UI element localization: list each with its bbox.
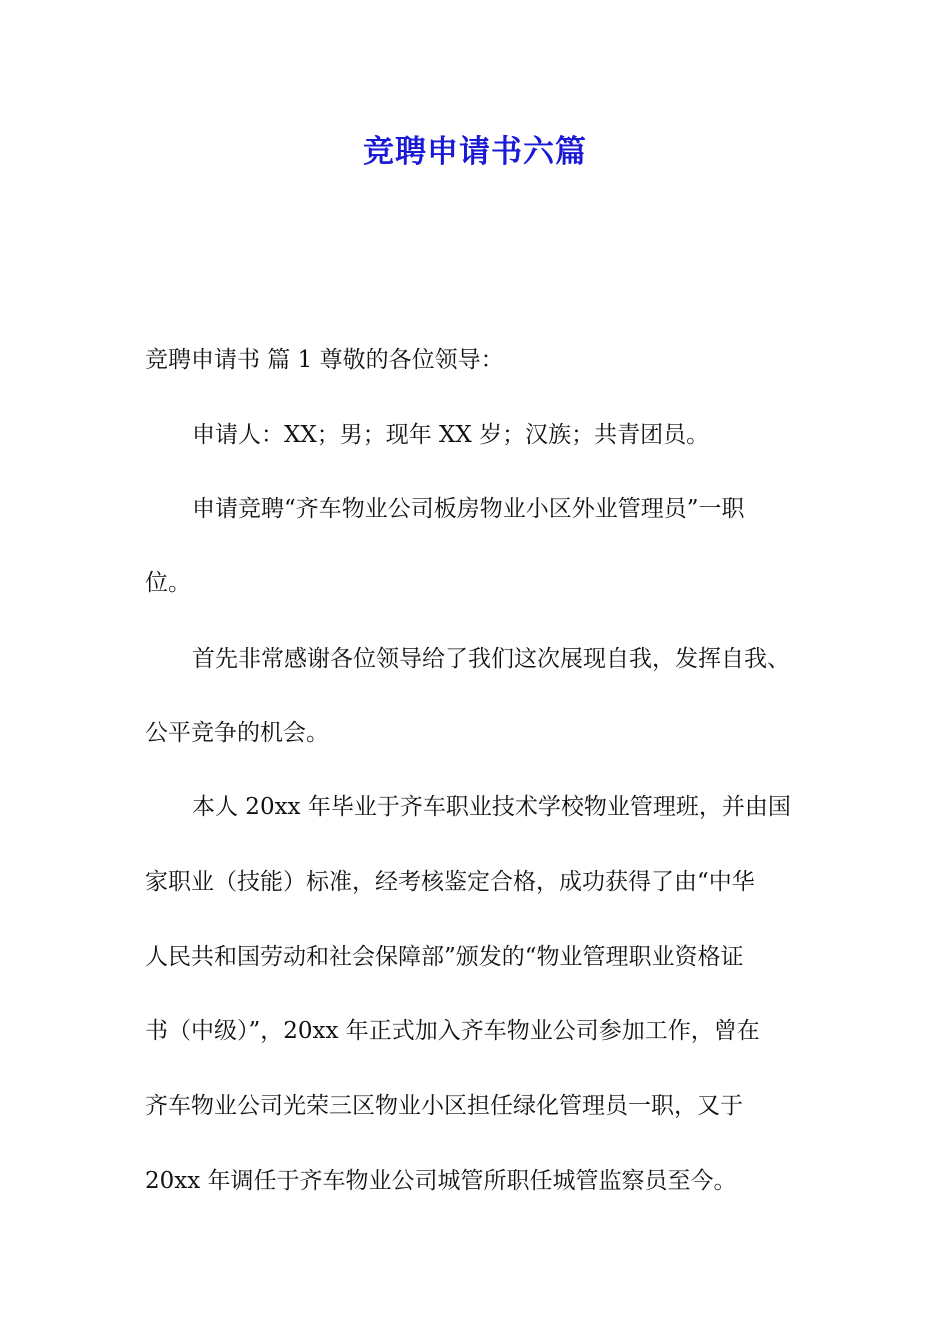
- body-line: 家职业（技能）标准，经考核鉴定合格，成功获得了由“中华: [145, 869, 755, 895]
- body-line: 申请竞聘“齐车物业公司板房物业小区外业管理员”一职: [192, 496, 745, 522]
- document-title: 竞聘申请书六篇: [363, 134, 587, 170]
- body-line: 20xx 年调任于齐车物业公司城管所职任城管监察员至今。: [145, 1168, 737, 1194]
- body-line: 位。: [145, 570, 191, 596]
- body-line: 首先非常感谢各位领导给了我们这次展现自我，发挥自我、: [192, 646, 790, 672]
- body-line: 申请人：XX；男；现年 XX 岁；汉族；共青团员。: [192, 422, 710, 448]
- body-line: 书（中级）”，20xx 年正式加入齐车物业公司参加工作，曾在: [145, 1018, 760, 1044]
- body-line: 竞聘申请书 篇 1 尊敬的各位领导：: [145, 347, 504, 373]
- body-line: 公平竞争的机会。: [145, 720, 329, 746]
- body-line: 齐车物业公司光荣三区物业小区担任绿化管理员一职，又于: [145, 1093, 743, 1119]
- body-line: 人民共和国劳动和社会保障部”颁发的“物业管理职业资格证: [145, 944, 744, 970]
- body-line: 本人 20xx 年毕业于齐车职业技术学校物业管理班，并由国: [192, 794, 791, 820]
